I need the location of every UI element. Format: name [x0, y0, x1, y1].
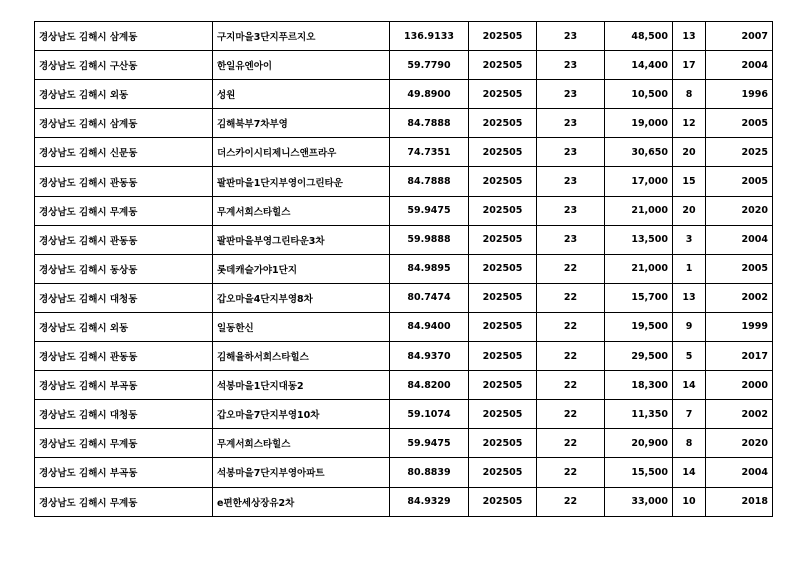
area-cell: 59.9475	[390, 429, 469, 458]
contract-day-cell: 22	[537, 458, 605, 487]
price-cell: 15,500	[605, 458, 673, 487]
price-cell: 21,000	[605, 196, 673, 225]
floor-cell: 9	[673, 312, 706, 341]
area-cell: 84.8200	[390, 371, 469, 400]
area-cell: 84.9895	[390, 254, 469, 283]
contract-month-cell: 202505	[469, 458, 537, 487]
region-cell: 경상남도 김해시 대청동	[35, 400, 213, 429]
area-cell: 136.9133	[390, 22, 469, 51]
apartment-name-cell: 김해율하서희스타힐스	[213, 342, 390, 371]
contract-day-cell: 22	[537, 312, 605, 341]
table-row	[35, 342, 773, 371]
apartment-name-cell: 석봉마을1단지대동2	[213, 371, 390, 400]
build-year-cell: 2005	[706, 167, 773, 196]
floor-cell: 3	[673, 225, 706, 254]
floor-cell: 1	[673, 254, 706, 283]
table-row	[35, 80, 773, 109]
apartment-name-cell: 한일유엔아이	[213, 51, 390, 80]
contract-month-cell: 202505	[469, 487, 537, 516]
contract-month-cell: 202505	[469, 196, 537, 225]
region-cell: 경상남도 김해시 무계동	[35, 196, 213, 225]
table-body	[35, 22, 773, 517]
apartment-name-cell: e편한세상장유2차	[213, 487, 390, 516]
price-cell: 30,650	[605, 138, 673, 167]
contract-month-cell: 202505	[469, 167, 537, 196]
apartment-name-cell: 김해북부7차부영	[213, 109, 390, 138]
region-cell: 경상남도 김해시 동상동	[35, 254, 213, 283]
region-cell: 경상남도 김해시 외동	[35, 80, 213, 109]
contract-month-cell: 202505	[469, 138, 537, 167]
contract-month-cell: 202505	[469, 22, 537, 51]
apartment-name-cell: 무계서희스타힐스	[213, 429, 390, 458]
contract-day-cell: 22	[537, 254, 605, 283]
contract-day-cell: 22	[537, 400, 605, 429]
build-year-cell: 1996	[706, 80, 773, 109]
table-row	[35, 371, 773, 400]
region-cell: 경상남도 김해시 삼계동	[35, 22, 213, 51]
area-cell: 80.7474	[390, 283, 469, 312]
contract-month-cell: 202505	[469, 342, 537, 371]
floor-cell: 15	[673, 167, 706, 196]
floor-cell: 8	[673, 429, 706, 458]
contract-day-cell: 23	[537, 109, 605, 138]
price-cell: 15,700	[605, 283, 673, 312]
contract-day-cell: 23	[537, 225, 605, 254]
build-year-cell: 2005	[706, 109, 773, 138]
floor-cell: 7	[673, 400, 706, 429]
floor-cell: 14	[673, 458, 706, 487]
build-year-cell: 2025	[706, 138, 773, 167]
table-row	[35, 22, 773, 51]
price-cell: 11,350	[605, 400, 673, 429]
build-year-cell: 2018	[706, 487, 773, 516]
price-cell: 13,500	[605, 225, 673, 254]
price-cell: 33,000	[605, 487, 673, 516]
area-cell: 84.9370	[390, 342, 469, 371]
floor-cell: 17	[673, 51, 706, 80]
price-cell: 20,900	[605, 429, 673, 458]
region-cell: 경상남도 김해시 외동	[35, 312, 213, 341]
price-cell: 19,500	[605, 312, 673, 341]
price-cell: 48,500	[605, 22, 673, 51]
contract-month-cell: 202505	[469, 400, 537, 429]
floor-cell: 8	[673, 80, 706, 109]
build-year-cell: 1999	[706, 312, 773, 341]
price-cell: 29,500	[605, 342, 673, 371]
table-row	[35, 109, 773, 138]
apartment-name-cell: 팔판마을부영그린타운3차	[213, 225, 390, 254]
price-cell: 19,000	[605, 109, 673, 138]
table-row	[35, 283, 773, 312]
contract-month-cell: 202505	[469, 225, 537, 254]
apartment-name-cell: 갑오마을4단지부영8차	[213, 283, 390, 312]
area-cell: 84.7888	[390, 109, 469, 138]
build-year-cell: 2002	[706, 400, 773, 429]
contract-month-cell: 202505	[469, 283, 537, 312]
contract-day-cell: 23	[537, 22, 605, 51]
apartment-name-cell: 롯데캐슬가야1단지	[213, 254, 390, 283]
floor-cell: 10	[673, 487, 706, 516]
table-row	[35, 429, 773, 458]
region-cell: 경상남도 김해시 관동동	[35, 167, 213, 196]
contract-month-cell: 202505	[469, 312, 537, 341]
apartment-name-cell: 일동한신	[213, 312, 390, 341]
price-cell: 17,000	[605, 167, 673, 196]
table-row	[35, 225, 773, 254]
price-cell: 18,300	[605, 371, 673, 400]
contract-month-cell: 202505	[469, 371, 537, 400]
contract-day-cell: 23	[537, 80, 605, 109]
area-cell: 84.9400	[390, 312, 469, 341]
table-row	[35, 51, 773, 80]
contract-month-cell: 202505	[469, 80, 537, 109]
table-row	[35, 138, 773, 167]
build-year-cell: 2007	[706, 22, 773, 51]
area-cell: 59.1074	[390, 400, 469, 429]
price-cell: 21,000	[605, 254, 673, 283]
region-cell: 경상남도 김해시 관동동	[35, 225, 213, 254]
floor-cell: 14	[673, 371, 706, 400]
contract-day-cell: 22	[537, 283, 605, 312]
table-row	[35, 487, 773, 516]
area-cell: 80.8839	[390, 458, 469, 487]
build-year-cell: 2020	[706, 196, 773, 225]
contract-month-cell: 202505	[469, 51, 537, 80]
region-cell: 경상남도 김해시 신문동	[35, 138, 213, 167]
build-year-cell: 2004	[706, 225, 773, 254]
contract-day-cell: 23	[537, 167, 605, 196]
contract-month-cell: 202505	[469, 109, 537, 138]
table-row	[35, 400, 773, 429]
contract-day-cell: 23	[537, 196, 605, 225]
region-cell: 경상남도 김해시 부곡동	[35, 371, 213, 400]
area-cell: 59.9888	[390, 225, 469, 254]
floor-cell: 12	[673, 109, 706, 138]
table-row	[35, 196, 773, 225]
area-cell: 59.7790	[390, 51, 469, 80]
area-cell: 59.9475	[390, 196, 469, 225]
floor-cell: 5	[673, 342, 706, 371]
region-cell: 경상남도 김해시 무계동	[35, 429, 213, 458]
contract-day-cell: 22	[537, 487, 605, 516]
apartment-name-cell: 더스카이시티제니스앤프라우	[213, 138, 390, 167]
contract-day-cell: 22	[537, 342, 605, 371]
area-cell: 74.7351	[390, 138, 469, 167]
table-row	[35, 254, 773, 283]
build-year-cell: 2005	[706, 254, 773, 283]
contract-month-cell: 202505	[469, 254, 537, 283]
floor-cell: 20	[673, 196, 706, 225]
transaction-table	[34, 21, 773, 517]
contract-day-cell: 22	[537, 371, 605, 400]
region-cell: 경상남도 김해시 무계동	[35, 487, 213, 516]
floor-cell: 13	[673, 283, 706, 312]
area-cell: 84.9329	[390, 487, 469, 516]
build-year-cell: 2017	[706, 342, 773, 371]
contract-day-cell: 23	[537, 51, 605, 80]
floor-cell: 20	[673, 138, 706, 167]
region-cell: 경상남도 김해시 대청동	[35, 283, 213, 312]
region-cell: 경상남도 김해시 삼계동	[35, 109, 213, 138]
build-year-cell: 2002	[706, 283, 773, 312]
floor-cell: 13	[673, 22, 706, 51]
apartment-name-cell: 팔판마을1단지부영이그린타운	[213, 167, 390, 196]
apartment-name-cell: 갑오마을7단지부영10차	[213, 400, 390, 429]
contract-day-cell: 23	[537, 138, 605, 167]
build-year-cell: 2004	[706, 51, 773, 80]
table-row	[35, 458, 773, 487]
price-cell: 10,500	[605, 80, 673, 109]
apartment-name-cell: 구지마을3단지푸르지오	[213, 22, 390, 51]
area-cell: 84.7888	[390, 167, 469, 196]
region-cell: 경상남도 김해시 부곡동	[35, 458, 213, 487]
contract-day-cell: 22	[537, 429, 605, 458]
area-cell: 49.8900	[390, 80, 469, 109]
region-cell: 경상남도 김해시 관동동	[35, 342, 213, 371]
table-row	[35, 167, 773, 196]
build-year-cell: 2000	[706, 371, 773, 400]
table-row	[35, 312, 773, 341]
apartment-name-cell: 성원	[213, 80, 390, 109]
contract-month-cell: 202505	[469, 429, 537, 458]
build-year-cell: 2004	[706, 458, 773, 487]
apartment-name-cell: 무계서희스타힐스	[213, 196, 390, 225]
region-cell: 경상남도 김해시 구산동	[35, 51, 213, 80]
apartment-name-cell: 석봉마을7단지부영아파트	[213, 458, 390, 487]
price-cell: 14,400	[605, 51, 673, 80]
build-year-cell: 2020	[706, 429, 773, 458]
